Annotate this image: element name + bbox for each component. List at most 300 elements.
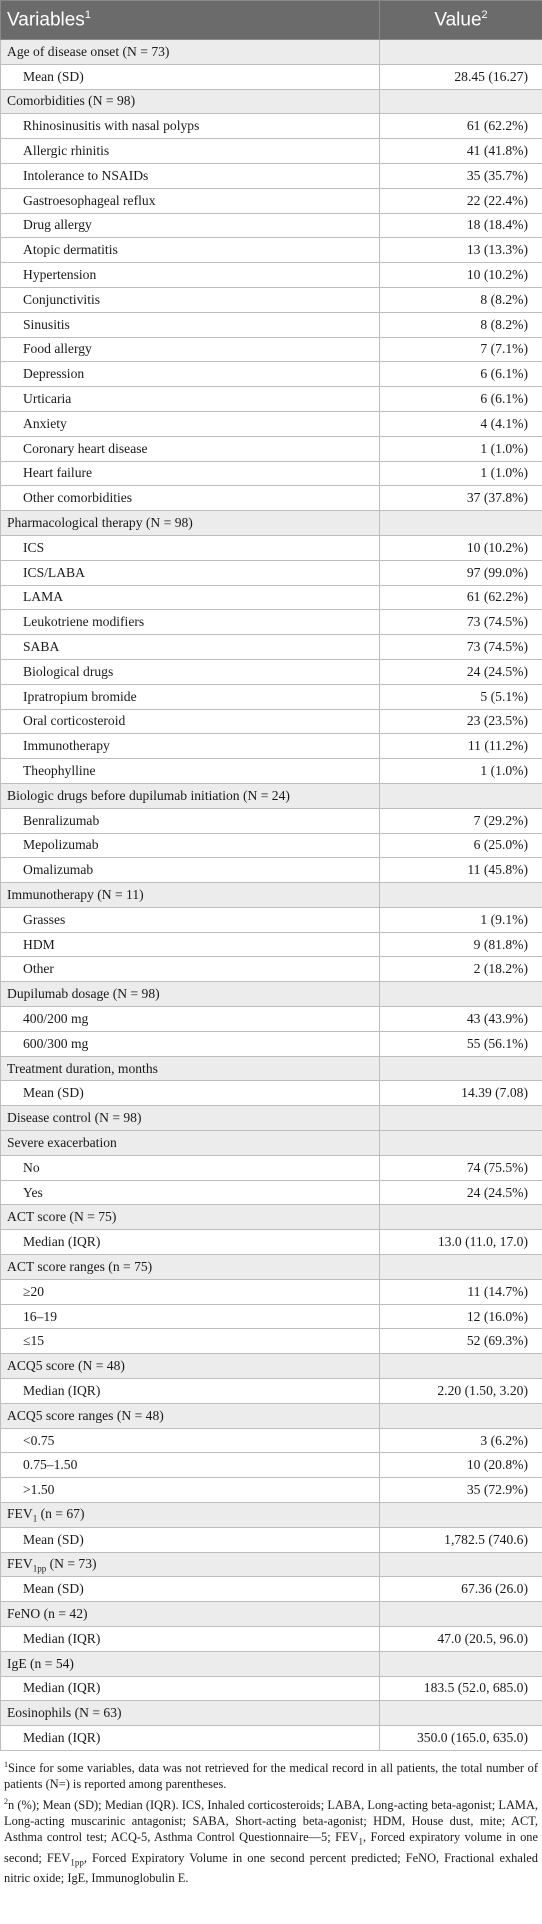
variable-label: Allergic rhinitis bbox=[23, 143, 110, 159]
table-group-row bbox=[1, 1131, 542, 1156]
variable-label: Coronary heart disease bbox=[23, 440, 148, 456]
variable-label: Drug allergy bbox=[23, 217, 92, 233]
table-row bbox=[1, 337, 542, 362]
value-cell bbox=[380, 1205, 542, 1230]
variable-cell bbox=[1, 387, 380, 412]
variable-label: Mean (SD) bbox=[23, 1581, 84, 1597]
variables-header bbox=[1, 1, 380, 40]
footnote-1-mark: 1 bbox=[4, 1759, 8, 1769]
value-cell: 2.20 (1.50, 3.20) bbox=[380, 1379, 542, 1404]
footnotes bbox=[0, 1751, 542, 1886]
table-group-row bbox=[1, 1403, 542, 1428]
table-row bbox=[1, 833, 542, 858]
variable-label: ACQ5 score ranges (N = 48) bbox=[7, 1407, 164, 1423]
footnote-2-sub-2: 1pp bbox=[70, 1857, 84, 1868]
value-header bbox=[380, 1, 542, 40]
variable-label: Depression bbox=[23, 366, 85, 382]
value-cell: 61 (62.2%) bbox=[380, 585, 542, 610]
variable-cell bbox=[1, 734, 380, 759]
table-row bbox=[1, 560, 542, 585]
value-cell: 6 (25.0%) bbox=[380, 833, 542, 858]
table-row bbox=[1, 263, 542, 288]
table-row bbox=[1, 1676, 542, 1701]
table-row bbox=[1, 312, 542, 337]
variable-cell bbox=[1, 238, 380, 263]
variable-cell bbox=[1, 932, 380, 957]
variable-cell bbox=[1, 659, 380, 684]
table-group-row bbox=[1, 883, 542, 908]
value-cell: 7 (29.2%) bbox=[380, 808, 542, 833]
variable-label: Comorbidities (N = 98) bbox=[7, 93, 136, 109]
value-cell bbox=[380, 1131, 542, 1156]
variable-cell bbox=[1, 1007, 380, 1032]
value-cell bbox=[380, 1354, 542, 1379]
variable-cell bbox=[1, 1403, 380, 1428]
value-cell: 18 (18.4%) bbox=[380, 213, 542, 238]
value-cell: 1 (1.0%) bbox=[380, 461, 542, 486]
variable-cell bbox=[1, 1577, 380, 1602]
table-row bbox=[1, 387, 542, 412]
variable-cell bbox=[1, 436, 380, 461]
value-cell: 43 (43.9%) bbox=[380, 1007, 542, 1032]
variable-cell bbox=[1, 1230, 380, 1255]
variable-label: Median (IQR) bbox=[23, 1730, 101, 1746]
table-row bbox=[1, 1379, 542, 1404]
variable-label: 0.75–1.50 bbox=[23, 1457, 78, 1473]
value-cell: 1 (1.0%) bbox=[380, 759, 542, 784]
footnote-1 bbox=[4, 1757, 538, 1792]
variable-label: ACQ5 score (N = 48) bbox=[7, 1358, 125, 1374]
variable-cell bbox=[1, 1255, 380, 1280]
value-cell: 73 (74.5%) bbox=[380, 610, 542, 635]
variable-label: ICS/LABA bbox=[23, 564, 85, 580]
table-group-row bbox=[1, 1701, 542, 1726]
table-row bbox=[1, 1428, 542, 1453]
table-row bbox=[1, 114, 542, 139]
table-row bbox=[1, 610, 542, 635]
variable-label: Disease control (N = 98) bbox=[7, 1110, 142, 1126]
value-cell bbox=[380, 40, 542, 65]
value-cell: 7 (7.1%) bbox=[380, 337, 542, 362]
variable-label: Treatment duration, months bbox=[7, 1060, 158, 1076]
variable-cell bbox=[1, 957, 380, 982]
variable-label: No bbox=[23, 1159, 40, 1175]
variable-label: Anxiety bbox=[23, 415, 67, 431]
value-cell: 61 (62.2%) bbox=[380, 114, 542, 139]
variable-label: FEV bbox=[7, 1555, 33, 1571]
value-cell: 28.45 (16.27) bbox=[380, 64, 542, 89]
variable-label: Intolerance to NSAIDs bbox=[23, 167, 149, 183]
value-cell: 1,782.5 (740.6) bbox=[380, 1527, 542, 1552]
value-cell: 11 (14.7%) bbox=[380, 1279, 542, 1304]
footnote-2 bbox=[4, 1794, 538, 1886]
table-row bbox=[1, 139, 542, 164]
variable-cell bbox=[1, 1031, 380, 1056]
variable-cell bbox=[1, 64, 380, 89]
value-header-mark: 2 bbox=[481, 8, 488, 21]
variable-label: 400/200 mg bbox=[23, 1010, 89, 1026]
table-row bbox=[1, 808, 542, 833]
table-row bbox=[1, 1007, 542, 1032]
variable-label: Other bbox=[23, 961, 54, 977]
table-row bbox=[1, 64, 542, 89]
table-row bbox=[1, 213, 542, 238]
footnote-2-text-c: , Forced Expiratory Volume in one second percent predicted; FeNO, Fractional exhaled nitric oxide; IgE, Immunoglobulin E. bbox=[4, 1850, 538, 1886]
table-row bbox=[1, 1329, 542, 1354]
variable-cell bbox=[1, 1478, 380, 1503]
variable-cell bbox=[1, 858, 380, 883]
variable-cell bbox=[1, 1081, 380, 1106]
variable-label: Theophylline bbox=[23, 763, 96, 778]
table-group-row bbox=[1, 1602, 542, 1627]
variable-label: Atopic dermatitis bbox=[23, 242, 118, 258]
variable-label: SABA bbox=[23, 639, 60, 655]
value-cell: 52 (69.3%) bbox=[380, 1329, 542, 1354]
variable-label: ICS bbox=[23, 539, 45, 555]
variable-cell bbox=[1, 783, 380, 808]
variable-label: Age of disease onset (N = 73) bbox=[7, 43, 170, 59]
variable-cell bbox=[1, 411, 380, 436]
variable-cell bbox=[1, 287, 380, 312]
value-cell: 183.5 (52.0, 685.0) bbox=[380, 1676, 542, 1701]
variable-cell bbox=[1, 263, 380, 288]
variable-cell bbox=[1, 362, 380, 387]
variable-cell bbox=[1, 1527, 380, 1552]
variable-label: Yes bbox=[23, 1184, 43, 1200]
table-row bbox=[1, 486, 542, 511]
table-group-row bbox=[1, 89, 542, 114]
variable-cell bbox=[1, 1131, 380, 1156]
table-group-row bbox=[1, 1106, 542, 1131]
variable-cell bbox=[1, 1155, 380, 1180]
table-group-row bbox=[1, 1503, 542, 1528]
table-row bbox=[1, 1180, 542, 1205]
variable-label: Median (IQR) bbox=[23, 1234, 101, 1250]
variable-label-subscript: 1 bbox=[32, 1513, 38, 1524]
variable-cell bbox=[1, 560, 380, 585]
table-row bbox=[1, 1577, 542, 1602]
value-cell: 8 (8.2%) bbox=[380, 287, 542, 312]
table-row bbox=[1, 659, 542, 684]
value-cell: 97 (99.0%) bbox=[380, 560, 542, 585]
variables-header-label: Variables bbox=[7, 9, 85, 31]
variable-label: FeNO (n = 42) bbox=[7, 1606, 88, 1622]
variable-label: 600/300 mg bbox=[23, 1035, 89, 1051]
value-cell bbox=[380, 1602, 542, 1627]
table-row bbox=[1, 1230, 542, 1255]
variable-cell bbox=[1, 1701, 380, 1726]
variable-label: Mean (SD) bbox=[23, 1531, 84, 1547]
value-cell: 74 (75.5%) bbox=[380, 1155, 542, 1180]
variable-cell bbox=[1, 833, 380, 858]
variable-cell bbox=[1, 883, 380, 908]
value-cell: 35 (35.7%) bbox=[380, 163, 542, 188]
value-cell: 13 (13.3%) bbox=[380, 238, 542, 263]
value-cell: 47.0 (20.5, 96.0) bbox=[380, 1627, 542, 1652]
value-cell: 24 (24.5%) bbox=[380, 659, 542, 684]
variable-cell bbox=[1, 759, 380, 784]
variable-cell bbox=[1, 1453, 380, 1478]
variable-cell bbox=[1, 461, 380, 486]
value-cell bbox=[380, 1651, 542, 1676]
variable-label: >1.50 bbox=[23, 1482, 55, 1498]
value-cell: 11 (11.2%) bbox=[380, 734, 542, 759]
table-row bbox=[1, 1478, 542, 1503]
value-cell bbox=[380, 1503, 542, 1528]
value-cell bbox=[380, 982, 542, 1007]
value-cell: 5 (5.1%) bbox=[380, 684, 542, 709]
variable-cell bbox=[1, 635, 380, 660]
variable-label: Conjunctivitis bbox=[23, 291, 101, 307]
table-row bbox=[1, 734, 542, 759]
variable-label: Severe exacerbation bbox=[7, 1134, 117, 1150]
value-cell: 350.0 (165.0, 635.0) bbox=[380, 1726, 542, 1751]
value-cell: 22 (22.4%) bbox=[380, 188, 542, 213]
variable-cell bbox=[1, 1379, 380, 1404]
value-cell: 9 (81.8%) bbox=[380, 932, 542, 957]
variable-label: Food allergy bbox=[23, 341, 92, 357]
variable-label: Median (IQR) bbox=[23, 1630, 101, 1646]
variable-cell bbox=[1, 1676, 380, 1701]
variable-cell bbox=[1, 213, 380, 238]
variable-cell bbox=[1, 511, 380, 536]
table-row bbox=[1, 461, 542, 486]
table-row bbox=[1, 1627, 542, 1652]
variable-cell bbox=[1, 684, 380, 709]
value-cell: 3 (6.2%) bbox=[380, 1428, 542, 1453]
table-row bbox=[1, 907, 542, 932]
value-cell: 41 (41.8%) bbox=[380, 139, 542, 164]
table-row bbox=[1, 436, 542, 461]
variable-label: Eosinophils (N = 63) bbox=[7, 1705, 122, 1721]
variable-label: Immunotherapy (N = 11) bbox=[7, 886, 144, 902]
value-cell: 12 (16.0%) bbox=[380, 1304, 542, 1329]
variable-cell bbox=[1, 1627, 380, 1652]
value-cell: 2 (18.2%) bbox=[380, 957, 542, 982]
variable-label: Mean (SD) bbox=[23, 68, 84, 84]
variable-label: LAMA bbox=[23, 589, 64, 605]
table-row bbox=[1, 585, 542, 610]
value-cell bbox=[380, 783, 542, 808]
value-cell: 67.36 (26.0) bbox=[380, 1577, 542, 1602]
variable-label: Mean (SD) bbox=[23, 1085, 84, 1101]
value-cell: 13.0 (11.0, 17.0) bbox=[380, 1230, 542, 1255]
table-row bbox=[1, 362, 542, 387]
value-cell: 11 (45.8%) bbox=[380, 858, 542, 883]
variable-label: Oral corticosteroid bbox=[23, 713, 126, 729]
variable-cell bbox=[1, 337, 380, 362]
variable-cell bbox=[1, 163, 380, 188]
variables-header-mark: 1 bbox=[84, 8, 91, 21]
table-row bbox=[1, 1081, 542, 1106]
variable-cell bbox=[1, 1726, 380, 1751]
value-cell: 6 (6.1%) bbox=[380, 387, 542, 412]
value-cell bbox=[380, 883, 542, 908]
table-row bbox=[1, 1031, 542, 1056]
variable-cell bbox=[1, 1503, 380, 1528]
variable-label: Rhinosinusitis with nasal polyps bbox=[23, 118, 200, 134]
table-group-row bbox=[1, 511, 542, 536]
variable-label: Grasses bbox=[23, 911, 66, 927]
table-row bbox=[1, 411, 542, 436]
value-cell: 35 (72.9%) bbox=[380, 1478, 542, 1503]
table-row bbox=[1, 1304, 542, 1329]
header-row bbox=[1, 1, 542, 40]
variable-label: Biologic drugs before dupilumab initiation (N = 24) bbox=[7, 787, 290, 803]
variable-cell bbox=[1, 610, 380, 635]
variable-label: IgE (n = 54) bbox=[7, 1655, 74, 1671]
variable-label: Benralizumab bbox=[23, 812, 100, 828]
variable-cell bbox=[1, 114, 380, 139]
variable-label: Omalizumab bbox=[23, 862, 94, 878]
value-cell: 14.39 (7.08) bbox=[380, 1081, 542, 1106]
variable-cell bbox=[1, 1205, 380, 1230]
variable-label: <0.75 bbox=[23, 1432, 55, 1448]
table-row bbox=[1, 858, 542, 883]
variable-cell bbox=[1, 1279, 380, 1304]
variable-cell bbox=[1, 1552, 380, 1577]
variable-label-subscript: 1pp bbox=[32, 1563, 47, 1574]
variable-label: Hypertension bbox=[23, 267, 97, 283]
variable-cell bbox=[1, 907, 380, 932]
table-group-row bbox=[1, 783, 542, 808]
value-cell: 10 (20.8%) bbox=[380, 1453, 542, 1478]
variable-label: Urticaria bbox=[23, 391, 72, 407]
variable-label: Pharmacological therapy (N = 98) bbox=[7, 515, 193, 531]
footnote-2-sub-1: 1 bbox=[358, 1836, 363, 1847]
table-row bbox=[1, 957, 542, 982]
variable-label: Dupilumab dosage (N = 98) bbox=[7, 986, 160, 1002]
variable-cell bbox=[1, 89, 380, 114]
variable-cell bbox=[1, 1304, 380, 1329]
value-cell: 23 (23.5%) bbox=[380, 709, 542, 734]
table-group-row bbox=[1, 1205, 542, 1230]
value-cell bbox=[380, 1056, 542, 1081]
table-row bbox=[1, 1279, 542, 1304]
table-row bbox=[1, 287, 542, 312]
variable-cell bbox=[1, 1329, 380, 1354]
value-cell: 37 (37.8%) bbox=[380, 486, 542, 511]
table-body bbox=[1, 40, 542, 1751]
table-row bbox=[1, 1726, 542, 1751]
value-cell: 1 (1.0%) bbox=[380, 436, 542, 461]
variable-label: 16–19 bbox=[23, 1308, 57, 1324]
variable-label: ≥20 bbox=[23, 1283, 45, 1299]
table-row bbox=[1, 635, 542, 660]
table-row bbox=[1, 684, 542, 709]
variable-label: Sinusitis bbox=[23, 316, 70, 332]
variable-cell bbox=[1, 535, 380, 560]
table-group-row bbox=[1, 982, 542, 1007]
variable-cell bbox=[1, 709, 380, 734]
variable-label: Other comorbidities bbox=[23, 490, 133, 506]
table-row bbox=[1, 238, 542, 263]
variable-label: Ipratropium bromide bbox=[23, 688, 137, 704]
table-group-row bbox=[1, 1056, 542, 1081]
variable-label: Median (IQR) bbox=[23, 1680, 101, 1696]
variable-label: HDM bbox=[23, 936, 55, 952]
table-row bbox=[1, 759, 542, 784]
table-group-row bbox=[1, 40, 542, 65]
variable-label: Median (IQR) bbox=[23, 1382, 101, 1398]
variable-cell bbox=[1, 188, 380, 213]
value-cell: 1 (9.1%) bbox=[380, 907, 542, 932]
variable-label: Leukotriene modifiers bbox=[23, 614, 145, 630]
variable-cell bbox=[1, 1106, 380, 1131]
value-cell bbox=[380, 1255, 542, 1280]
value-cell bbox=[380, 1701, 542, 1726]
table-row bbox=[1, 163, 542, 188]
value-cell: 8 (8.2%) bbox=[380, 312, 542, 337]
table-group-row bbox=[1, 1354, 542, 1379]
footnote-2-mark: 2 bbox=[4, 1797, 8, 1807]
variable-cell bbox=[1, 1180, 380, 1205]
variable-label: Immunotherapy bbox=[23, 738, 110, 754]
variable-cell bbox=[1, 982, 380, 1007]
variable-cell bbox=[1, 1354, 380, 1379]
value-cell bbox=[380, 511, 542, 536]
variable-label: FEV bbox=[7, 1506, 33, 1522]
table-row bbox=[1, 188, 542, 213]
variable-label: ACT score (N = 75) bbox=[7, 1209, 117, 1225]
variable-cell bbox=[1, 40, 380, 65]
variable-label: Heart failure bbox=[23, 465, 93, 481]
value-cell bbox=[380, 1403, 542, 1428]
variable-label-tail: (N = 73) bbox=[46, 1555, 97, 1571]
value-cell: 73 (74.5%) bbox=[380, 635, 542, 660]
table-group-row bbox=[1, 1552, 542, 1577]
value-header-label: Value bbox=[434, 9, 482, 31]
value-cell: 10 (10.2%) bbox=[380, 535, 542, 560]
variable-cell bbox=[1, 808, 380, 833]
table-row bbox=[1, 709, 542, 734]
table-row bbox=[1, 932, 542, 957]
variable-label: Mepolizumab bbox=[23, 837, 99, 853]
value-cell: 10 (10.2%) bbox=[380, 263, 542, 288]
table-row bbox=[1, 1453, 542, 1478]
variable-cell bbox=[1, 585, 380, 610]
variable-cell bbox=[1, 1651, 380, 1676]
variable-cell bbox=[1, 139, 380, 164]
variable-cell bbox=[1, 312, 380, 337]
value-cell bbox=[380, 1106, 542, 1131]
value-cell bbox=[380, 1552, 542, 1577]
footnote-2-text-a: n (%); Mean (SD); Median (IQR). ICS, Inhaled corticosteroids; LABA, Long-acting beta-agonist; LAMA, Long-acting muscarinic antagonist; SABA, Short-acting beta-agonist; HDM, House dust, mite; ACT, Asthma control test; ACQ-5, Asthma Control Questionnaire—5; FEV bbox=[4, 1798, 538, 1845]
variable-cell bbox=[1, 1056, 380, 1081]
variable-cell bbox=[1, 1428, 380, 1453]
table-row bbox=[1, 1155, 542, 1180]
variable-cell bbox=[1, 486, 380, 511]
footnote-1-text: Since for some variables, data was not retrieved for the medical record in all patients, the total number of patients (N=) is reported among parentheses. bbox=[4, 1761, 538, 1792]
variable-label-tail: (n = 67) bbox=[37, 1506, 85, 1522]
value-cell bbox=[380, 89, 542, 114]
footnote-2-text-b: , Forced expiratory volume in one second; FEV bbox=[4, 1830, 538, 1865]
value-cell: 4 (4.1%) bbox=[380, 411, 542, 436]
table-group-row bbox=[1, 1651, 542, 1676]
variable-cell bbox=[1, 1602, 380, 1627]
table-row bbox=[1, 1527, 542, 1552]
value-cell: 55 (56.1%) bbox=[380, 1031, 542, 1056]
variable-label: Biological drugs bbox=[23, 663, 114, 679]
variable-label: Gastroesophageal reflux bbox=[23, 192, 156, 208]
table-header bbox=[1, 1, 542, 40]
table-group-row bbox=[1, 1255, 542, 1280]
table-row bbox=[1, 535, 542, 560]
variable-label: ACT score ranges (n = 75) bbox=[7, 1258, 153, 1274]
value-cell: 24 (24.5%) bbox=[380, 1180, 542, 1205]
variable-label: ≤15 bbox=[23, 1333, 45, 1349]
value-cell: 6 (6.1%) bbox=[380, 362, 542, 387]
